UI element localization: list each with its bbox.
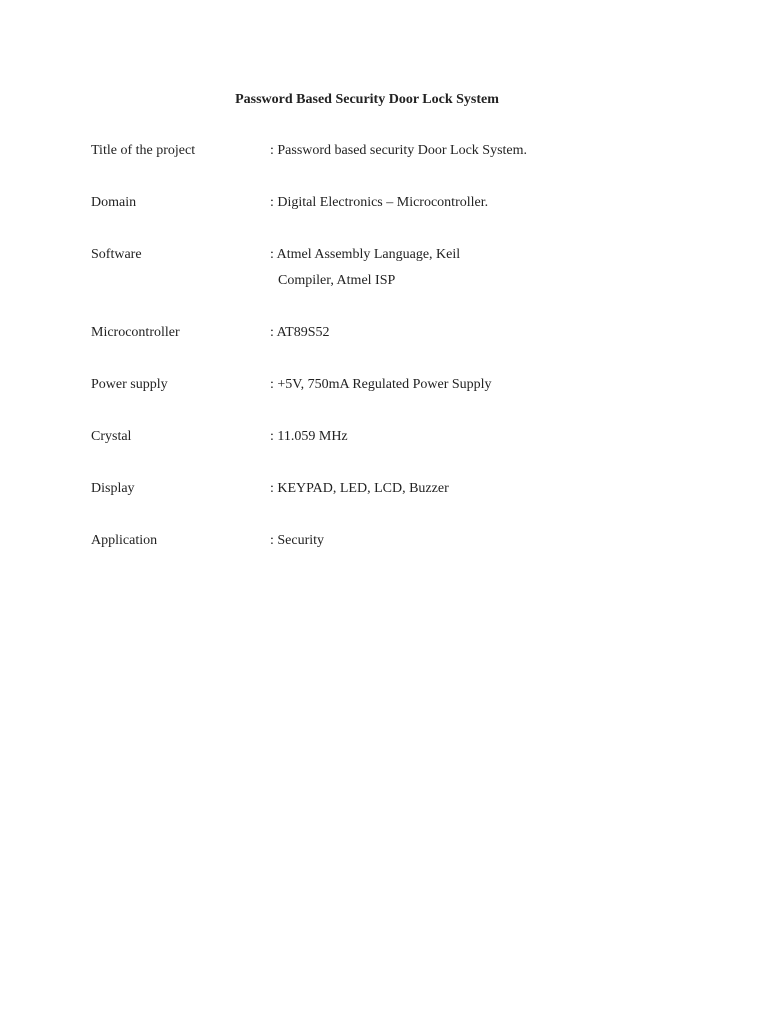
spec-value-text: : AT89S52: [270, 325, 330, 340]
spec-value-text: : Security: [270, 533, 325, 548]
spec-value-text: : KEYPAD, LED, LCD, Buzzer: [270, 481, 449, 496]
spec-label: Power supply: [91, 377, 168, 392]
spec-value-text: : Digital Electronics – Microcontroller.: [270, 195, 489, 210]
spec-value-text-continued: Compiler, Atmel ISP: [278, 273, 396, 288]
spec-value-text: : Password based security Door Lock System.: [270, 143, 528, 158]
spec-value: [270, 138, 570, 164]
spec-label: Software: [91, 247, 142, 262]
spec-value: [270, 242, 570, 294]
spec-label: Title of the project: [91, 143, 196, 158]
spec-label: Crystal: [91, 429, 132, 444]
spec-label: Display: [91, 481, 135, 496]
spec-value: [270, 190, 570, 216]
document-title: Password Based Security Door Lock System: [235, 92, 499, 107]
spec-value-text: : +5V, 750mA Regulated Power Supply: [270, 377, 492, 392]
spec-value-text: : Atmel Assembly Language, Keil: [270, 247, 461, 262]
spec-value-text: : 11.059 MHz: [270, 429, 348, 444]
spec-value: [270, 528, 570, 554]
spec-label: Microcontroller: [91, 325, 180, 340]
spec-value: [270, 476, 570, 502]
spec-label: Application: [91, 533, 158, 548]
spec-value: [270, 424, 570, 450]
spec-value: [270, 372, 570, 398]
spec-value: [270, 320, 570, 346]
spec-label: Domain: [91, 195, 137, 210]
